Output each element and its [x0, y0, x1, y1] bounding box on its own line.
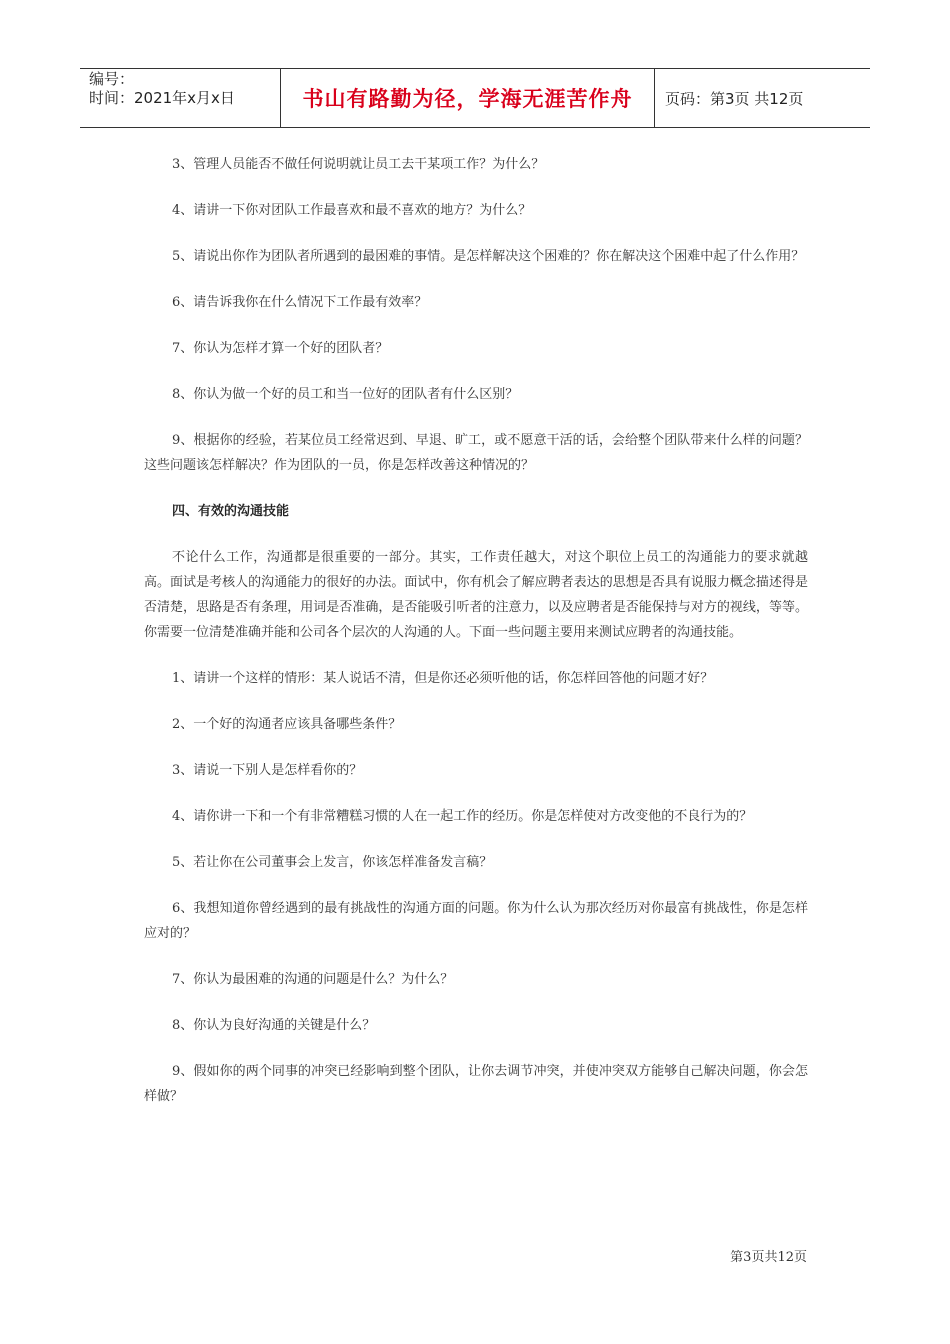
page-footer: 第3页共12页 [730, 1250, 807, 1265]
paragraph: 4、请你讲一下和一个有非常糟糕习惯的人在一起工作的经历。你是怎样使对方改变他的不良行为的？ [172, 809, 753, 824]
paragraph: 不论什么工作，沟通都是很重要的一部分。其实，工作责任越大，对这个职位上员工的沟通能力的要求就越高。面试是考核人的沟通能力的很好的办法。面试中，你有机会了解应聘者表达的思想是否具有说服力概念描述得是否清楚，思路是否有条理，用词是否准确，是否能吸引听者的注意力，以及应聘者是否能保持与对方的视线，等等。你需要一位清楚准确并能和公司各个层次的人沟通的人。下面一些问题主要用来测试应聘者的沟通技能。 [144, 550, 808, 640]
paragraph: 9、假如你的两个同事的冲突已经影响到整个团队，让你去调节冲突，并使冲突双方能够自己解决问题，你会怎样做？ [144, 1064, 808, 1104]
paragraph: 8、你认为做一个好的员工和当一位好的团队者有什么区别？ [172, 387, 519, 402]
paragraph: 5、若让你在公司董事会上发言，你该怎样准备发言稿？ [172, 855, 493, 870]
document-body [144, 152, 808, 1130]
paragraph: 7、你认为最困难的沟通的问题是什么？为什么？ [172, 972, 454, 987]
paragraph: 7、你认为怎样才算一个好的团队者？ [172, 341, 389, 356]
paragraph: 6、我想知道你曾经遇到的最有挑战性的沟通方面的问题。你为什么认为那次经历对你最富有挑战性，你是怎样应对的？ [144, 901, 808, 941]
paragraph: 3、请说一下别人是怎样看你的？ [172, 763, 363, 778]
paragraph: 2、一个好的沟通者应该具备哪些条件？ [172, 717, 402, 732]
header-motto: 书山有路勤为径，学海无涯苦作舟 [281, 69, 655, 127]
paragraph: 8、你认为良好沟通的关键是什么？ [172, 1018, 376, 1033]
header-time: 时间：2021年x月x日 [89, 89, 235, 107]
paragraph: 3、管理人员能否不做任何说明就让员工去干某项工作？为什么？ [172, 157, 545, 172]
page-header [80, 68, 870, 128]
paragraph: 1、请讲一个这样的情形：某人说话不清，但是你还必须听他的话，你怎样回答他的问题才好？ [172, 671, 714, 686]
paragraph: 5、请说出你作为团队者所遇到的最困难的事情。是怎样解决这个困难的？你在解决这个困难中起了什么作用？ [172, 249, 805, 264]
paragraph: 6、请告诉我你在什么情况下工作最有效率？ [172, 295, 428, 310]
paragraph: 4、请讲一下你对团队工作最喜欢和最不喜欢的地方？为什么？ [172, 203, 532, 218]
header-meta [80, 69, 281, 127]
paragraph: 9、根据你的经验，若某位员工经常迟到、早退、旷工，或不愿意干活的话，会给整个团队带来什么样的问题？这些问题该怎样解决？作为团队的一员，你是怎样改善这种情况的？ [144, 433, 808, 473]
header-page-info: 页码：第3页 共12页 [665, 89, 804, 108]
section-heading: 四、有效的沟通技能 [172, 504, 290, 519]
header-number-label: 编号： [89, 70, 135, 88]
